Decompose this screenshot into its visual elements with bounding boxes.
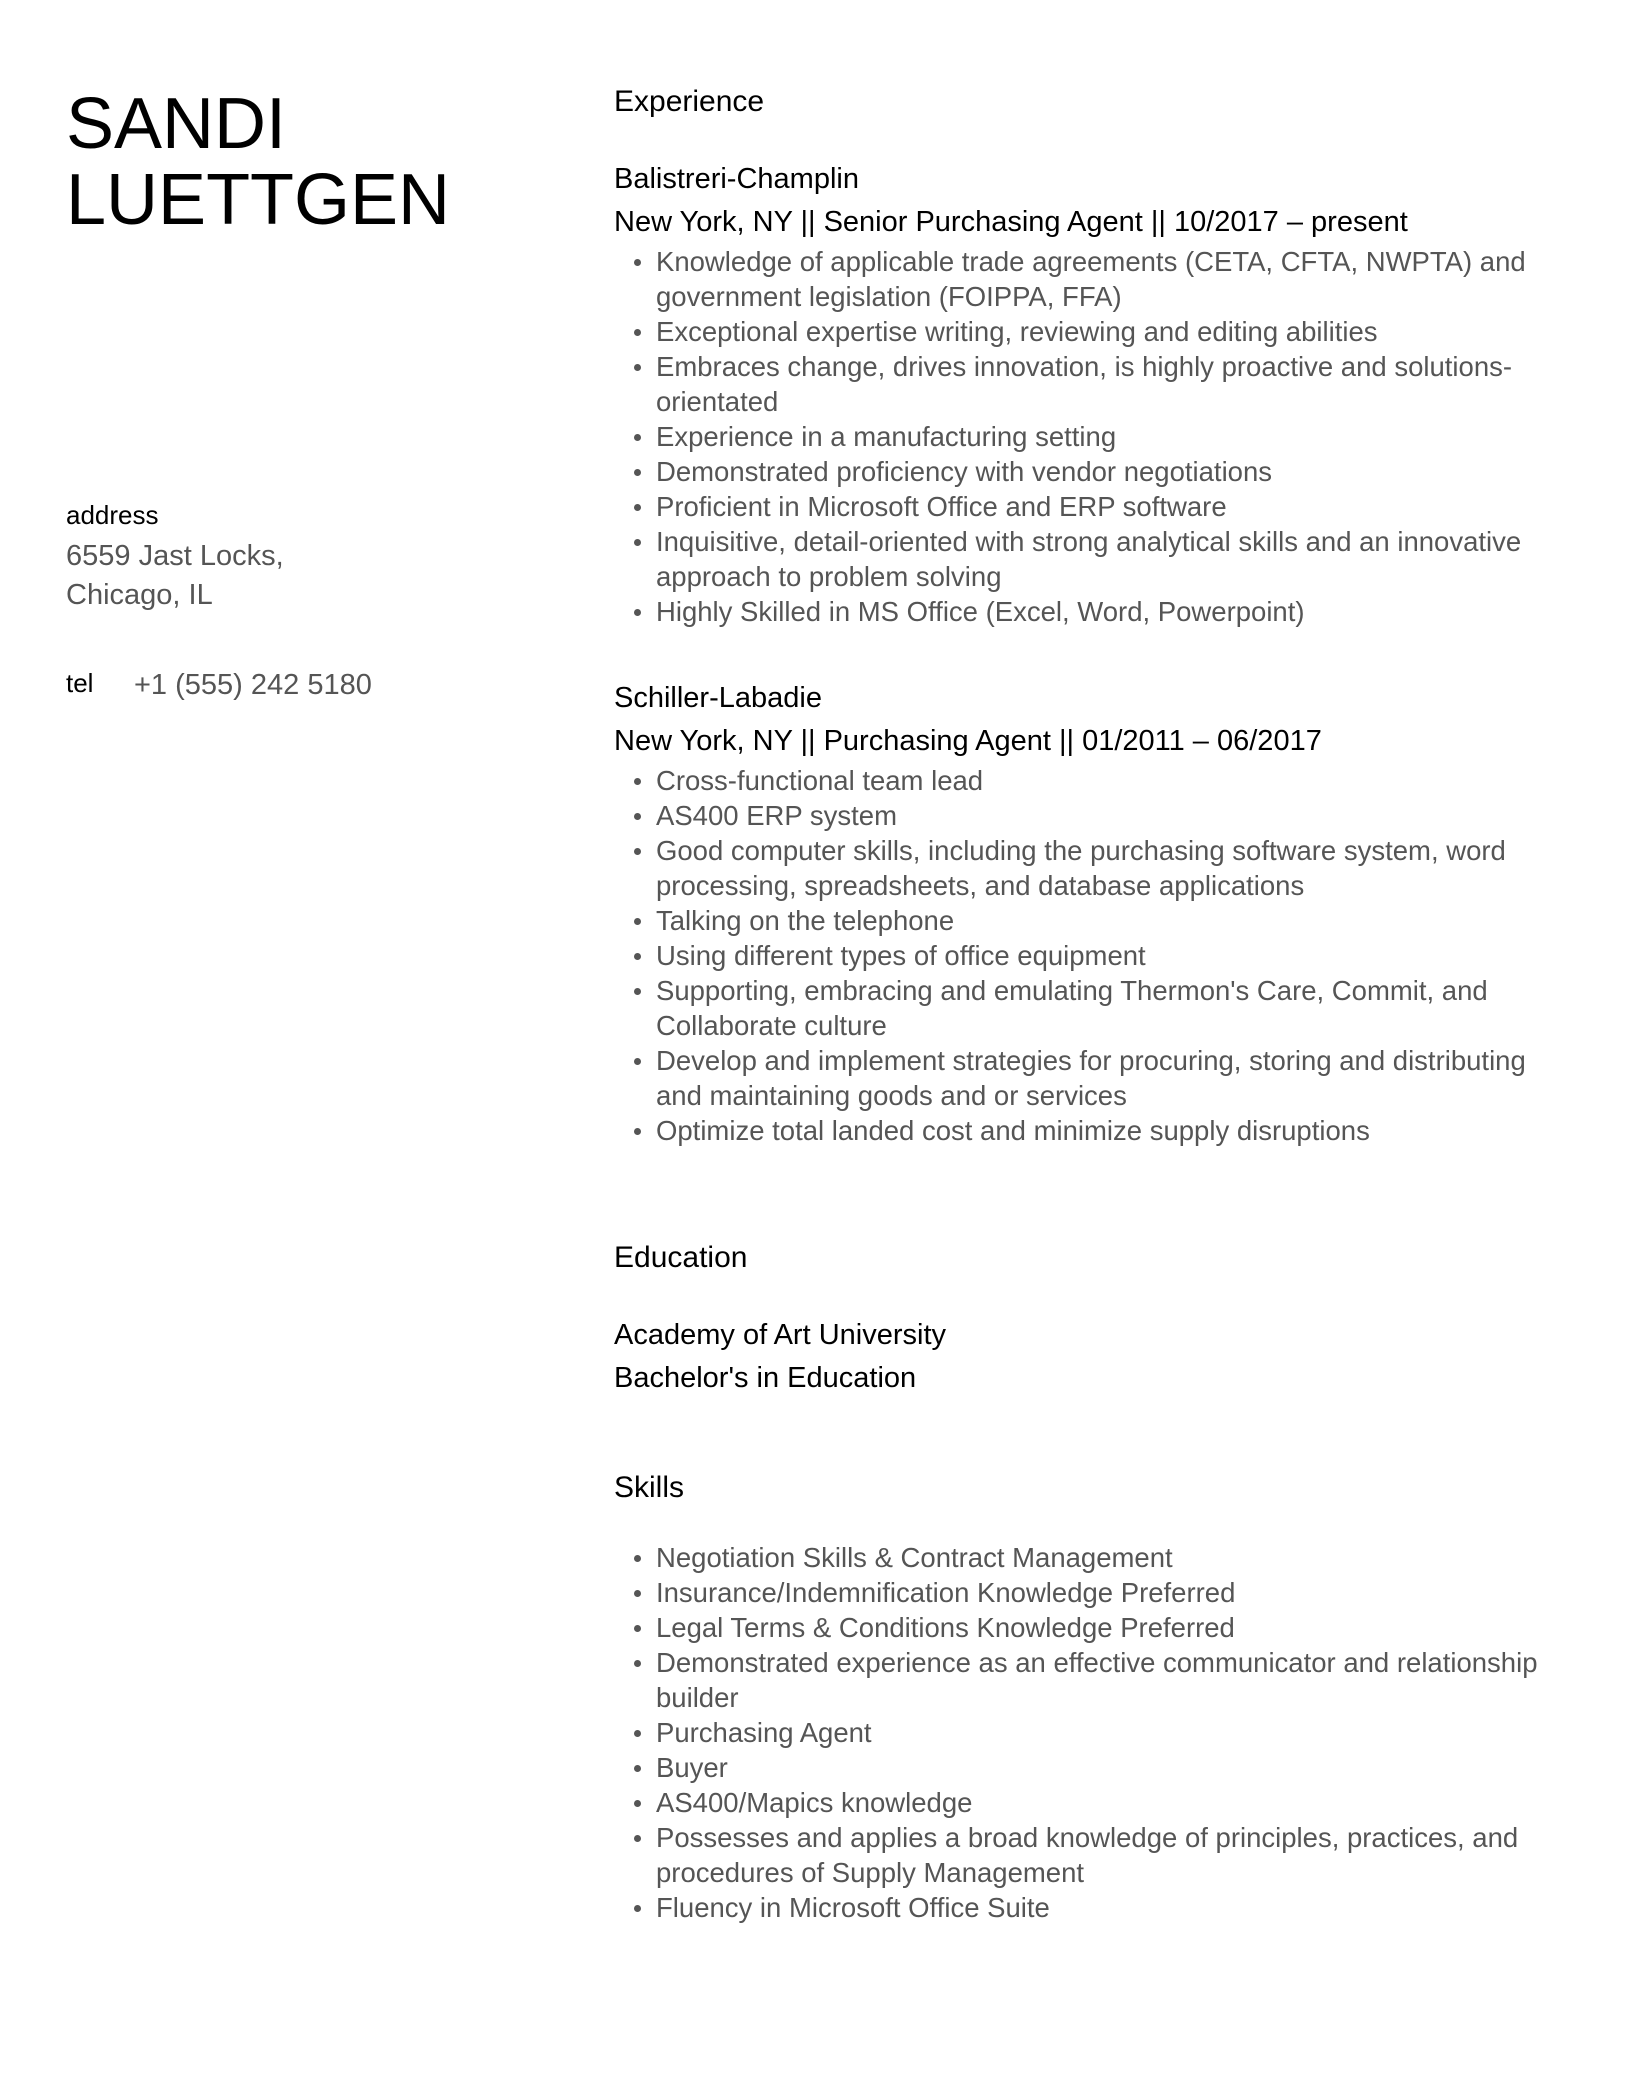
address-label: address xyxy=(66,500,159,530)
bullet-item: Using different types of office equipment xyxy=(656,938,1574,973)
bullet-item: Talking on the telephone xyxy=(656,903,1574,938)
bullet-item: Experience in a manufacturing setting xyxy=(656,419,1574,454)
bullet-item: Exceptional expertise writing, reviewing and editing abilities xyxy=(656,314,1574,349)
bullet-item: Proficient in Microsoft Office and ERP software xyxy=(656,489,1574,524)
education-section xyxy=(614,1238,1574,1398)
bullet-item: AS400 ERP system xyxy=(656,798,1574,833)
skills-section xyxy=(614,1468,1574,1925)
job-meta: New York, NY || Senior Purchasing Agent || 10/2017 – present xyxy=(614,206,1408,238)
address-line-1: 6559 Jast Locks, xyxy=(66,540,284,572)
bullet-item: Demonstrated proficiency with vendor negotiations xyxy=(656,454,1574,489)
tel-value[interactable]: +1 (555) 242 5180 xyxy=(134,669,372,701)
education-degree: Bachelor's in Education xyxy=(614,1362,917,1394)
skills-title: Skills xyxy=(614,1471,685,1504)
job-entry xyxy=(614,160,1574,629)
experience-section xyxy=(614,82,1574,1148)
skill-item: Negotiation Skills & Contract Management xyxy=(656,1540,1574,1575)
bullet-item: Highly Skilled in MS Office (Excel, Word, Powerpoint) xyxy=(656,594,1574,629)
skill-item: Possesses and applies a broad knowledge of principles, practices, and procedures of Supply Management xyxy=(656,1820,1574,1890)
bullet-item: Supporting, embracing and emulating Thermon's Care, Commit, and Collaborate culture xyxy=(656,973,1574,1043)
skill-item: Demonstrated experience as an effective communicator and relationship builder xyxy=(656,1645,1574,1715)
bullet-item: Develop and implement strategies for procuring, storing and distributing and maintaining goods and or services xyxy=(656,1043,1574,1113)
bullet-item: Cross-functional team lead xyxy=(656,763,1574,798)
address-line-2: Chicago, IL xyxy=(66,579,213,611)
education-school: Academy of Art University xyxy=(614,1319,946,1351)
bullet-item: Embraces change, drives innovation, is highly proactive and solutions-orientated xyxy=(656,349,1574,419)
bullet-item: Knowledge of applicable trade agreements (CETA, CFTA, NWPTA) and government legislation (FOIPPA, FFA) xyxy=(656,244,1574,314)
main-column xyxy=(614,82,1574,1925)
job-company: Balistreri-Champlin xyxy=(614,163,859,195)
experience-title: Experience xyxy=(614,85,765,118)
skill-item: Legal Terms & Conditions Knowledge Preferred xyxy=(656,1610,1574,1645)
job-bullets xyxy=(614,244,1574,629)
last-name: LUETTGEN xyxy=(66,160,451,240)
skill-item: Purchasing Agent xyxy=(656,1715,1574,1750)
job-bullets xyxy=(614,763,1574,1148)
skill-item: Buyer xyxy=(656,1750,1574,1785)
bullet-item: Inquisitive, detail-oriented with strong analytical skills and an innovative approach to problem solving xyxy=(656,524,1574,594)
bullet-item: Optimize total landed cost and minimize supply disruptions xyxy=(656,1113,1574,1148)
first-name: SANDI xyxy=(66,84,287,164)
bullet-item: Good computer skills, including the purchasing software system, word processing, spreadsheets, and database applications xyxy=(656,833,1574,903)
education-title: Education xyxy=(614,1241,748,1274)
skill-item: Insurance/Indemnification Knowledge Preferred xyxy=(656,1575,1574,1610)
skill-item: Fluency in Microsoft Office Suite xyxy=(656,1890,1574,1925)
job-meta: New York, NY || Purchasing Agent || 01/2011 – 06/2017 xyxy=(614,725,1322,757)
tel-label: tel xyxy=(66,668,94,698)
skills-list xyxy=(614,1540,1574,1925)
name-block xyxy=(66,86,546,238)
skill-item: AS400/Mapics knowledge xyxy=(656,1785,1574,1820)
job-company: Schiller-Labadie xyxy=(614,682,822,714)
job-entry xyxy=(614,679,1574,1148)
